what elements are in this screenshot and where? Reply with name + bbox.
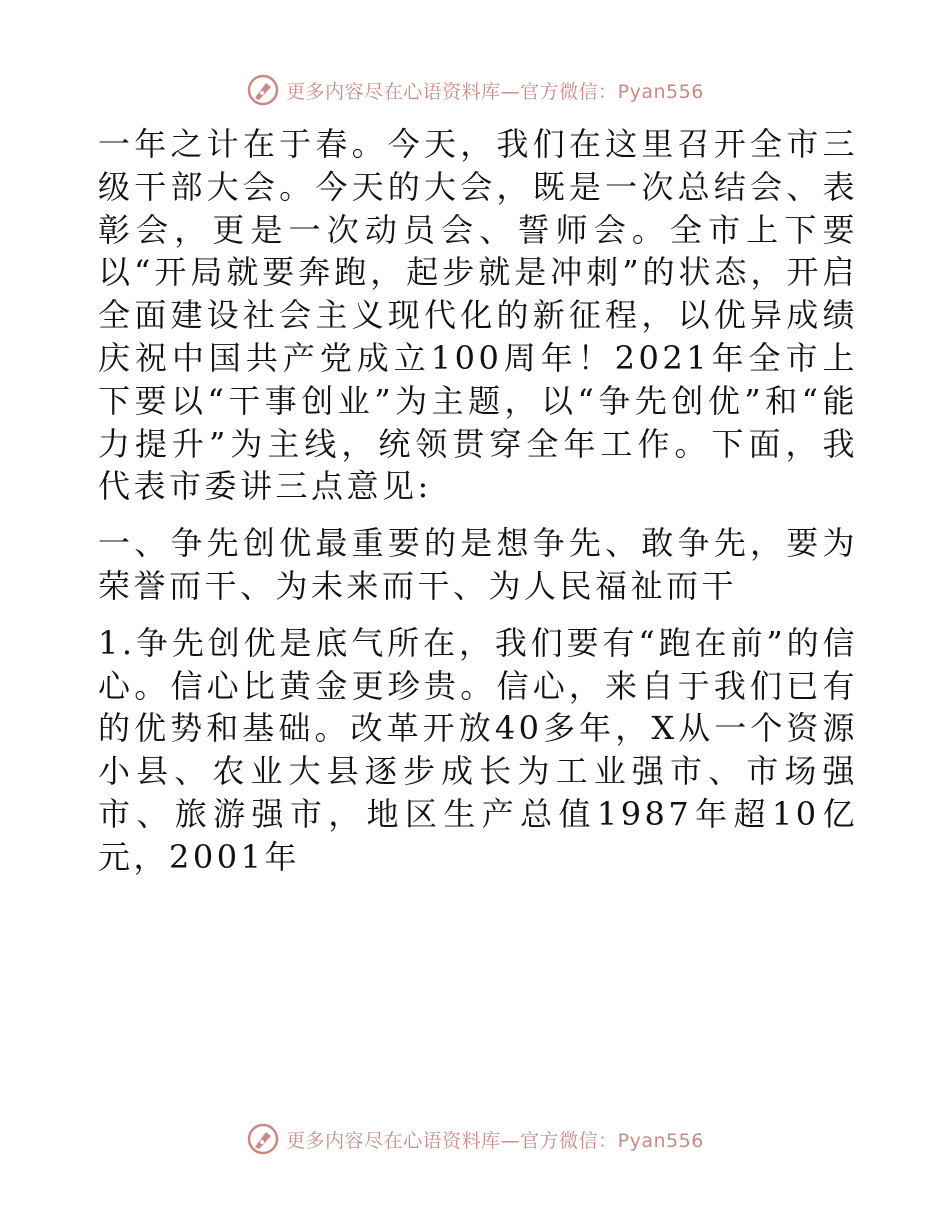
pen-nib-logo-icon [246, 1122, 280, 1156]
paragraph-intro: 一年之计在于春。今天，我们在这里召开全市三级干部大会。今天的大会，既是一次总结会、表彰会，更是一次动员会、誓师会。全市上下要以“开局就要奔跑，起步就是冲刺”的状态，开启全面建设社会主义现代化的新征程，以优异成绩庆祝中国共产党成立100周年！2021年全市上下要以“干事创业”为主题，以“争先创优”和“能力提升”为主线，统领贯穿全年工作。下面，我代表市委讲三点意见: [98, 125, 858, 506]
watermark-footer [0, 1119, 950, 1159]
paragraph-point-1: 1.争先创优是底气所在，我们要有“跑在前”的信心。信心比黄金更珍贵。信心，来自于我们已有的优势和基础。改革开放40多年，X从一个资源小县、农业大县逐步成长为工业强市、市场强市、旅游强市，地区生产总值1987年超10亿元，2001年 [98, 623, 858, 876]
watermark-header [0, 70, 950, 110]
watermark-text: 更多内容尽在心语资料库—官方微信：Pyan556 [286, 1129, 704, 1152]
watermark-text: 更多内容尽在心语资料库—官方微信：Pyan556 [286, 80, 704, 103]
section-heading-1: 一、争先创优最重要的是想争先、敢争先，要为荣誉而干、为未来而干、为人民福祉而干 [98, 524, 858, 605]
pen-nib-logo-icon [246, 73, 280, 107]
document-body [98, 123, 858, 879]
